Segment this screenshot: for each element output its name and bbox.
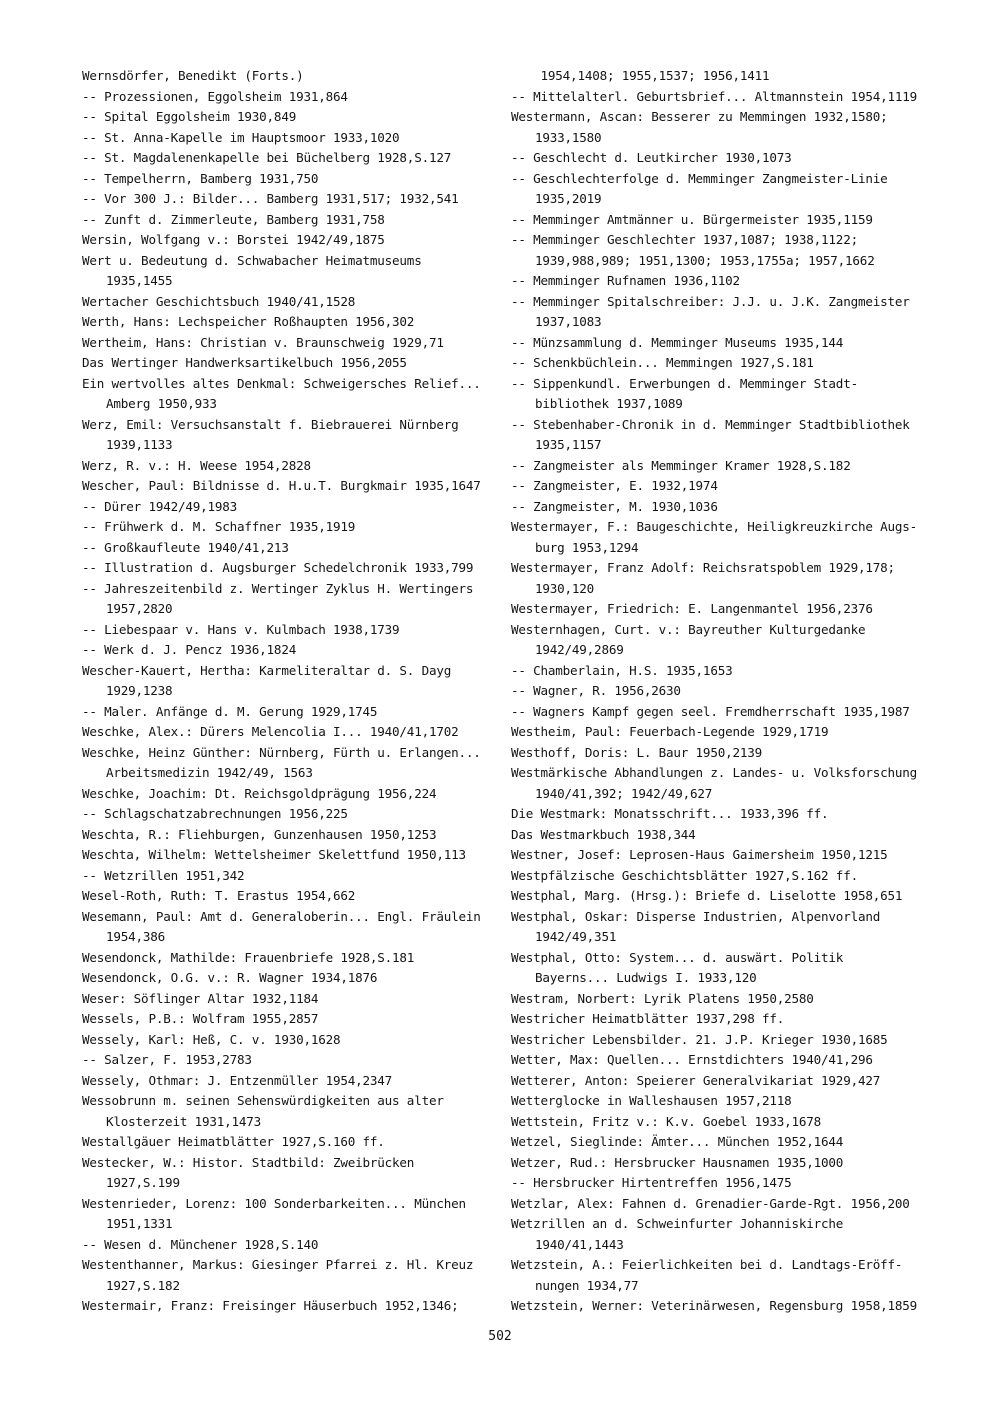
index-entry-text: Weser: Söflinger Altar 1932,1184: [82, 990, 319, 1006]
index-entry-text: -- Schlagschatzabrechnungen 1956,225: [82, 806, 348, 821]
index-entry: [511, 374, 931, 415]
index-entry-text: -- Schenkbüchlein... Memmingen 1927,S.181: [511, 355, 814, 370]
index-entry-text: -- Dürer 1942/49,1983: [82, 498, 238, 514]
index-entry-continuation: nungen 1934,77: [535, 1277, 639, 1293]
index-entry-text: Wescher-Kauert, Hertha: Karmeliteraltar d. S. Dayg: [82, 662, 452, 678]
index-entry-text: Wettstein, Fritz v.: K.v. Goebel 1933,1678: [511, 1113, 822, 1129]
index-entry-text: -- Illustration d. Augsburger Schedelchronik 1933,799: [82, 560, 474, 575]
index-entry-continuation: 1940/41,1443: [535, 1236, 624, 1252]
index-entry-text: Westphal, Oskar: Disperse Industrien, Alpenvorland: [511, 908, 881, 924]
index-entry-continuation: 1942/49,351: [535, 929, 617, 944]
index-entry-text: -- Memminger Spitalschreiber: J.J. u. J.K. Zangmeister: [511, 293, 910, 309]
index-entry: [511, 107, 931, 148]
index-entry: [511, 415, 931, 456]
index-entry-text: Westricher Heimatblätter 1937,298 ff.: [511, 1011, 785, 1026]
index-entry-text: Weschke, Joachim: Dt. Reichsgoldprägung 1956,224: [82, 785, 437, 801]
index-entry-text: Das Westmarkbuch 1938,344: [511, 826, 696, 842]
index-entry-text: Wetzrillen an d. Schweinfurter Johanniskirche: [511, 1216, 844, 1231]
index-entry: [82, 1030, 502, 1051]
index-entry: [511, 210, 931, 231]
index-entry: [82, 312, 502, 333]
index-entry-text: Weschta, R.: Fliehburgen, Gunzenhausen 1950,1253: [82, 826, 437, 842]
index-entry: [82, 1009, 502, 1030]
index-entry: [511, 886, 931, 907]
index-entry: [82, 640, 502, 661]
index-entry-text: -- Vor 300 J.: Bilder... Bamberg 1931,517; 1932,541: [82, 191, 459, 206]
index-entry: [511, 1112, 931, 1133]
index-entry-text: -- Zangmeister, E. 1932,1974: [511, 478, 718, 493]
index-entry-text: Wernsdörfer, Benedikt (Forts.): [82, 68, 304, 83]
index-entry-text: -- Großkaufleute 1940/41,213: [82, 539, 289, 555]
page-number: 502: [488, 1329, 512, 1344]
index-entry-text: -- Jahreszeitenbild z. Wertinger Zyklus H. Wertingers: [82, 580, 474, 596]
index-entry: [82, 66, 502, 87]
right-column: [511, 66, 931, 1317]
index-entry-text: Westner, Josef: Leprosen-Haus Gaimersheim 1950,1215: [511, 847, 888, 862]
index-entry: [511, 476, 931, 497]
index-entry: [511, 620, 931, 661]
index-entry-text: Ein wertvolles altes Denkmal: Schweigersches Relief...: [82, 375, 481, 391]
index-entry-text: -- Wetzrillen 1951,342: [82, 867, 245, 883]
index-entry: [82, 722, 502, 743]
index-entry-text: Westenthanner, Markus: Giesinger Pfarrei z. Hl. Kreuz: [82, 1257, 474, 1272]
index-entry-continuation: 1935,1455: [106, 273, 173, 288]
index-entry-text: Wersin, Wolfgang v.: Borstei 1942/49,1875: [82, 232, 385, 247]
index-entry: [82, 456, 502, 477]
index-entry-text: Wetzlar, Alex: Fahnen d. Grenadier-Garde-Rgt. 1956,200: [511, 1195, 910, 1211]
index-entry: [511, 1091, 931, 1112]
index-entry: [82, 1235, 502, 1256]
index-entry-continuation: 1927,S.199: [106, 1175, 180, 1190]
index-entry: [511, 1173, 931, 1194]
index-entry-continuation: Bayerns... Ludwigs I. 1933,120: [535, 970, 757, 985]
index-entry-text: Westpfälzische Geschichtsblätter 1927,S.162 ff.: [511, 867, 858, 883]
index-entry-text: -- Memminger Rufnamen 1936,1102: [511, 273, 740, 288]
index-entry-text: -- St. Magdalenenkapelle bei Büchelberg 1928,S.127: [82, 150, 452, 165]
index-entry-text: -- Liebespaar v. Hans v. Kulmbach 1938,1739: [82, 621, 400, 637]
index-entry-continuation: 1930,120: [535, 580, 595, 596]
index-entry-continuation: 1933,1580: [535, 129, 602, 145]
index-entry-text: Wetter, Max: Quellen... Ernstdichters 1940/41,296: [511, 1052, 873, 1067]
index-entry: [82, 579, 502, 620]
index-entry: [511, 989, 931, 1010]
index-entry-continuation: 1929,1238: [106, 683, 173, 698]
index-entry-text: Westermayer, Franz Adolf: Reichsratspoblem 1929,178;: [511, 560, 895, 575]
index-entry: [511, 948, 931, 989]
index-entry-continuation: 1940/41,392; 1942/49,627: [535, 785, 713, 801]
index-entry: [82, 702, 502, 723]
index-entry-text: Westermann, Ascan: Besserer zu Memmingen 1932,1580;: [511, 109, 888, 124]
index-entry: [511, 1050, 931, 1071]
index-entry: [511, 1009, 931, 1030]
index-entry: [511, 1255, 931, 1296]
index-entry: [82, 866, 502, 887]
index-entry-text: -- Salzer, F. 1953,2783: [82, 1052, 252, 1067]
index-entry-text: Westricher Lebensbilder. 21. J.P. Krieger 1930,1685: [511, 1031, 888, 1047]
index-entry-text: -- Sippenkundl. Erwerbungen d. Memminger Stadt-: [511, 375, 858, 391]
index-entry: [511, 743, 931, 764]
index-entry: [82, 743, 502, 784]
index-entry-text: -- Wagner, R. 1956,2630: [511, 683, 681, 698]
index-entry: [82, 989, 502, 1010]
index-entry: [82, 1194, 502, 1235]
index-entry: [82, 415, 502, 456]
index-entry: [511, 517, 931, 558]
index-entry: [82, 497, 502, 518]
index-entry-continuation: 1939,1133: [106, 437, 173, 452]
index-entry-continuation: 1935,1157: [535, 437, 602, 452]
index-entry-text: Wetzstein, A.: Feierlichkeiten bei d. Landtags-Eröff-: [511, 1257, 903, 1272]
index-entry: [82, 1296, 502, 1317]
index-entry: [82, 374, 502, 415]
index-entry: [511, 1132, 931, 1153]
index-entry: [511, 169, 931, 210]
index-entry-text: Weschke, Heinz Günther: Nürnberg, Fürth u. Erlangen...: [82, 744, 481, 760]
index-entry-continuation: 1939,988,989; 1951,1300; 1953,1755a; 1957,1662: [535, 252, 875, 268]
index-entry-text: Westermair, Franz: Freisinger Häuserbuch 1952,1346;: [82, 1298, 459, 1313]
index-entry-text: Westphal, Otto: System... d. auswärt. Politik: [511, 949, 844, 965]
index-entry-continuation: 1942/49,2869: [535, 642, 624, 657]
index-entry-text: Wescher, Paul: Bildnisse d. H.u.T. Burgkmair 1935,1647: [82, 478, 481, 493]
index-entry-continuation: 1937,1083: [535, 314, 602, 329]
index-entry-text: Wetzer, Rud.: Hersbrucker Hausnamen 1935,1000: [511, 1154, 844, 1170]
index-entry: [511, 66, 931, 87]
index-entry: [82, 1153, 502, 1194]
index-entry-text: -- Maler. Anfänge d. M. Gerung 1929,1745: [82, 703, 378, 719]
index-entry-text: Werz, Emil: Versuchsanstalt f. Biebrauerei Nürnberg: [82, 416, 459, 432]
index-entry: [511, 1214, 931, 1255]
index-entry: [511, 907, 931, 948]
index-entry: [511, 456, 931, 477]
index-entry: [82, 784, 502, 805]
index-entry: [82, 1132, 502, 1153]
index-entry: [511, 333, 931, 354]
index-entry: [511, 1194, 931, 1215]
index-entry: [511, 845, 931, 866]
index-entry: [82, 148, 502, 169]
index-entry-text: Wessely, Othmar: J. Entzenmüller 1954,2347: [82, 1072, 393, 1088]
index-entry-text: -- Zunft d. Zimmerleute, Bamberg 1931,758: [82, 211, 385, 227]
index-entry: [511, 230, 931, 271]
index-entry-text: Wesendonck, Mathilde: Frauenbriefe 1928,S.181: [82, 949, 415, 965]
index-entry-text: Wertheim, Hans: Christian v. Braunschweig 1929,71: [82, 334, 444, 350]
index-entry-text: Die Westmark: Monatsschrift... 1933,396 ff.: [511, 806, 829, 821]
index-entry-text: Wesemann, Paul: Amt d. Generaloberin... Engl. Fräulein: [82, 908, 481, 924]
index-entry: [82, 804, 502, 825]
index-entry: [82, 907, 502, 948]
index-entry: [82, 189, 502, 210]
index-entry: [82, 886, 502, 907]
index-entry-text: Das Wertinger Handwerksartikelbuch 1956,2055: [82, 355, 407, 370]
index-entry: [82, 1050, 502, 1071]
index-entry-text: -- Zangmeister, M. 1930,1036: [511, 498, 718, 514]
index-entry: [82, 292, 502, 313]
index-entry-text: -- Chamberlain, H.S. 1935,1653: [511, 662, 733, 678]
index-entry-text: -- St. Anna-Kapelle im Hauptsmoor 1933,1020: [82, 129, 400, 145]
index-entry-continuation: Arbeitsmedizin 1942/49, 1563: [106, 765, 313, 780]
index-entry-text: -- Wagners Kampf gegen seel. Fremdherrschaft 1935,1987: [511, 703, 910, 719]
index-entry: [511, 1296, 931, 1317]
index-entry-text: -- Hersbrucker Hirtentreffen 1956,1475: [511, 1175, 792, 1190]
index-entry: [511, 353, 931, 374]
index-entry-continuation: 1957,2820: [106, 601, 173, 616]
index-entry: [511, 661, 931, 682]
index-entry-text: Westhoff, Doris: L. Baur 1950,2139: [511, 744, 762, 760]
index-entry-text: -- Geschlecht d. Leutkircher 1930,1073: [511, 150, 792, 165]
index-entry-continuation: burg 1953,1294: [535, 539, 639, 555]
index-entry-text: Wetterer, Anton: Speierer Generalvikariat 1929,427: [511, 1072, 881, 1088]
index-entry-text: Westmärkische Abhandlungen z. Landes- u. Volksforschung: [511, 765, 918, 780]
index-entry: [511, 1030, 931, 1051]
index-entry-text: Wetterglocke in Walleshausen 1957,2118: [511, 1093, 792, 1108]
index-entry-text: Wessely, Karl: Heß, C. v. 1930,1628: [82, 1031, 341, 1047]
index-entry-text: Westphal, Marg. (Hrsg.): Briefe d. Liselotte 1958,651: [511, 888, 903, 903]
index-entry: [82, 353, 502, 374]
index-entry-text: Weschke, Alex.: Dürers Melencolia I... 1940/41,1702: [82, 724, 459, 739]
index-entry: [511, 825, 931, 846]
index-entry-text: -- Werk d. J. Pencz 1936,1824: [82, 642, 297, 657]
index-entry-text: Westallgäuer Heimatblätter 1927,S.160 ff.: [82, 1134, 385, 1149]
index-entry-text: Westermayer, Friedrich: E. Langenmantel 1956,2376: [511, 601, 873, 616]
index-entry-text: 1954,1408; 1955,1537; 1956,1411: [511, 68, 770, 83]
index-entry-text: Wertacher Geschichtsbuch 1940/41,1528: [82, 293, 356, 309]
index-entry-text: Westram, Norbert: Lyrik Platens 1950,2580: [511, 990, 814, 1006]
index-entry: [511, 1153, 931, 1174]
index-entry: [82, 1071, 502, 1092]
index-entry: [82, 333, 502, 354]
index-entry: [82, 517, 502, 538]
index-entry-text: Westheim, Paul: Feuerbach-Legende 1929,1719: [511, 724, 829, 739]
index-entry: [82, 948, 502, 969]
index-entry-text: -- Frühwerk d. M. Schaffner 1935,1919: [82, 519, 356, 534]
index-entry: [82, 476, 502, 497]
index-entry-continuation: 1951,1331: [106, 1216, 173, 1231]
index-entry: [511, 763, 931, 804]
index-entry: [511, 804, 931, 825]
index-entry: [82, 210, 502, 231]
index-entry: [82, 661, 502, 702]
index-entry-text: -- Memminger Amtmänner u. Bürgermeister 1935,1159: [511, 211, 873, 227]
index-entry-text: -- Wesen d. Münchener 1928,S.140: [82, 1236, 319, 1252]
index-entry-text: -- Münzsammlung d. Memminger Museums 1935,144: [511, 334, 844, 350]
index-entry-text: Westecker, W.: Histor. Stadtbild: Zweibrücken: [82, 1154, 415, 1170]
index-entry: [82, 1091, 502, 1132]
index-entry: [82, 107, 502, 128]
index-entry-text: Wert u. Bedeutung d. Schwabacher Heimatmuseums: [82, 252, 422, 268]
index-entry: [82, 620, 502, 641]
index-entry-continuation: Amberg 1950,933: [106, 396, 217, 411]
index-entry: [511, 702, 931, 723]
left-column: [82, 66, 502, 1317]
index-entry-text: -- Geschlechterfolge d. Memminger Zangmeister-Linie: [511, 170, 888, 186]
index-entry-continuation: 1935,2019: [535, 191, 602, 206]
index-entry: [82, 845, 502, 866]
index-entry: [511, 866, 931, 887]
index-entry-text: Wetzstein, Werner: Veterinärwesen, Regensburg 1958,1859: [511, 1298, 918, 1313]
index-entry: [511, 599, 931, 620]
index-entry-text: -- Mittelalterl. Geburtsbrief... Altmannstein 1954,1119: [511, 88, 918, 104]
index-entry-continuation: bibliothek 1937,1089: [535, 396, 683, 411]
index-entry-text: Westenrieder, Lorenz: 100 Sonderbarkeiten... München: [82, 1195, 466, 1211]
index-entry-continuation: 1927,S.182: [106, 1277, 180, 1293]
index-entry: [82, 538, 502, 559]
index-entry: [82, 968, 502, 989]
index-entry-text: Weschta, Wilhelm: Wettelsheimer Skelettfund 1950,113: [82, 847, 466, 862]
index-entry-text: -- Spital Eggolsheim 1930,849: [82, 109, 297, 124]
index-entry: [511, 292, 931, 333]
index-entry-text: Wessels, P.B.: Wolfram 1955,2857: [82, 1011, 319, 1026]
index-entry-text: Werz, R. v.: H. Weese 1954,2828: [82, 457, 311, 473]
index-entry-continuation: 1954,386: [106, 929, 166, 944]
index-entry: [82, 251, 502, 292]
index-entry: [82, 1255, 502, 1296]
index-entry: [82, 169, 502, 190]
index-entry: [511, 148, 931, 169]
index-entry: [511, 722, 931, 743]
index-entry: [511, 681, 931, 702]
index-entry: [82, 87, 502, 108]
index-entry-continuation: Klosterzeit 1931,1473: [106, 1113, 262, 1129]
index-entry: [82, 825, 502, 846]
index-entry: [82, 230, 502, 251]
index-entry-text: -- Memminger Geschlechter 1937,1087; 1938,1122;: [511, 232, 858, 247]
index-entry-text: Wesel-Roth, Ruth: T. Erastus 1954,662: [82, 888, 356, 903]
index-entry-text: -- Stebenhaber-Chronik in d. Memminger Stadtbibliothek: [511, 416, 910, 432]
index-entry: [511, 497, 931, 518]
index-entry: [511, 558, 931, 599]
index-entry: [511, 271, 931, 292]
index-entry: [82, 128, 502, 149]
index-entry-text: -- Zangmeister als Memminger Kramer 1928,S.182: [511, 457, 851, 473]
index-entry: [511, 87, 931, 108]
index-entry: [511, 1071, 931, 1092]
index-entry-text: Werth, Hans: Lechspeicher Roßhaupten 1956,302: [82, 314, 415, 329]
index-entry-text: -- Prozessionen, Eggolsheim 1931,864: [82, 88, 348, 104]
index-entry: [82, 558, 502, 579]
index-entry-text: Wetzel, Sieglinde: Ämter... München 1952,1644: [511, 1134, 844, 1149]
index-entry-text: Wessobrunn m. seinen Sehenswürdigkeiten aus alter: [82, 1093, 444, 1108]
index-entry-text: Westernhagen, Curt. v.: Bayreuther Kulturgedanke: [511, 621, 866, 637]
index-entry-text: Wesendonck, O.G. v.: R. Wagner 1934,1876: [82, 970, 378, 985]
index-entry-text: Westermayer, F.: Baugeschichte, Heiligkreuzkirche Augs-: [511, 519, 918, 534]
index-entry-text: -- Tempelherrn, Bamberg 1931,750: [82, 170, 319, 186]
